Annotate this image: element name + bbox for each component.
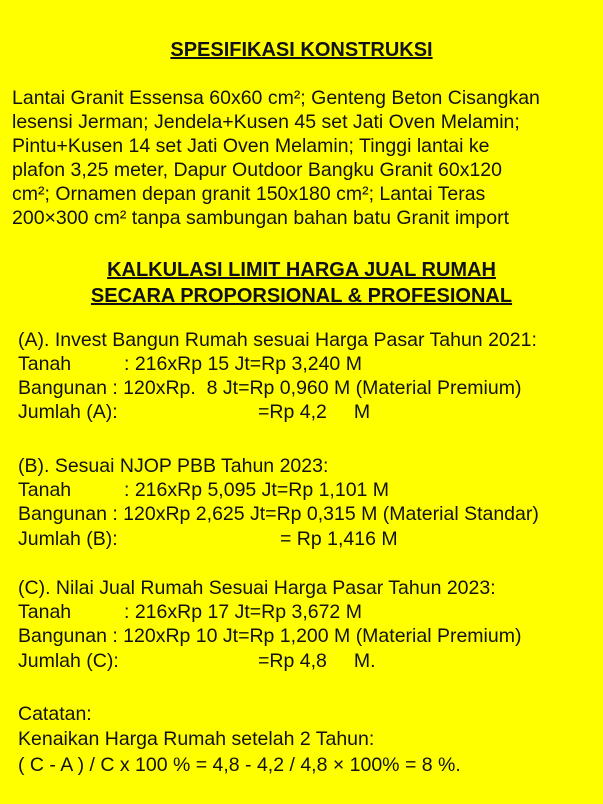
calc-title-line2: SECARA PROPORSIONAL & PROFESIONAL [90,285,513,307]
tanah-label: Tanah [18,479,72,501]
note-line: Kenaikan Harga Rumah setelah 2 Tahun: [18,728,375,750]
note-label: Catatan: [18,703,92,725]
jumlah-label: Jumlah (A): [18,401,118,423]
jumlah-value: =Rp 4,8 M. [258,650,376,672]
spec-line: cm²; Ornamen depan granit 150x180 cm²; Lantai Teras [12,183,486,205]
jumlah-value: = Rp 1,416 M [280,528,398,550]
tanah-label: Tanah [18,601,72,623]
section-c-tanah [18,600,362,624]
section-b-bangunan: Bangunan : 120xRp 2,625 Jt=Rp 0,315 M (Material Standar) [18,503,539,525]
spec-line: plafon 3,25 meter, Dapur Outdoor Bangku Granit 60x120 [12,159,502,181]
section-b-heading: (B). Sesuai NJOP PBB Tahun 2023: [18,455,329,477]
spec-line: Lantai Granit Essensa 60x60 cm²; Genteng Beton Cisangkan [12,87,540,109]
tanah-label: Tanah [18,353,72,375]
spec-line: Pintu+Kusen 14 set Jati Oven Melamin; Tinggi lantai ke [12,135,490,157]
section-a-bangunan: Bangunan : 120xRp. 8 Jt=Rp 0,960 M (Material Premium) [18,377,522,399]
section-a-tanah [18,352,362,376]
jumlah-label: Jumlah (C): [18,650,119,672]
calc-title-line1: KALKULASI LIMIT HARGA JUAL RUMAH [107,259,496,281]
section-c-jumlah [18,649,376,673]
section-b-tanah [18,478,389,502]
section-b-jumlah [18,527,398,551]
tanah-value: : 216xRp 5,095 Jt=Rp 1,101 M [124,479,390,501]
tanah-value: : 216xRp 17 Jt=Rp 3,672 M [124,601,362,623]
section-c-bangunan: Bangunan : 120xRp 10 Jt=Rp 1,200 M (Material Premium) [18,625,522,647]
section-a-heading: (A). Invest Bangun Rumah sesuai Harga Pasar Tahun 2021: [18,329,537,351]
jumlah-value: =Rp 4,2 M [258,401,371,423]
section-c-heading: (C). Nilai Jual Rumah Sesuai Harga Pasar Tahun 2023: [18,577,496,599]
spec-line: 200×300 cm² tanpa sambungan bahan batu Granit import [12,207,510,229]
section-a-jumlah [18,400,370,424]
jumlah-label: Jumlah (B): [18,528,118,550]
spec-line: lesensi Jerman; Jendela+Kusen 45 set Jati Oven Melamin; [12,111,520,133]
tanah-value: : 216xRp 15 Jt=Rp 3,240 M [124,353,362,375]
note-formula: ( C - A ) / C x 100 % = 4,8 - 4,2 / 4,8 × 100% = 8 %. [18,754,461,776]
spec-title: SPESIFIKASI KONSTRUKSI [170,39,433,61]
